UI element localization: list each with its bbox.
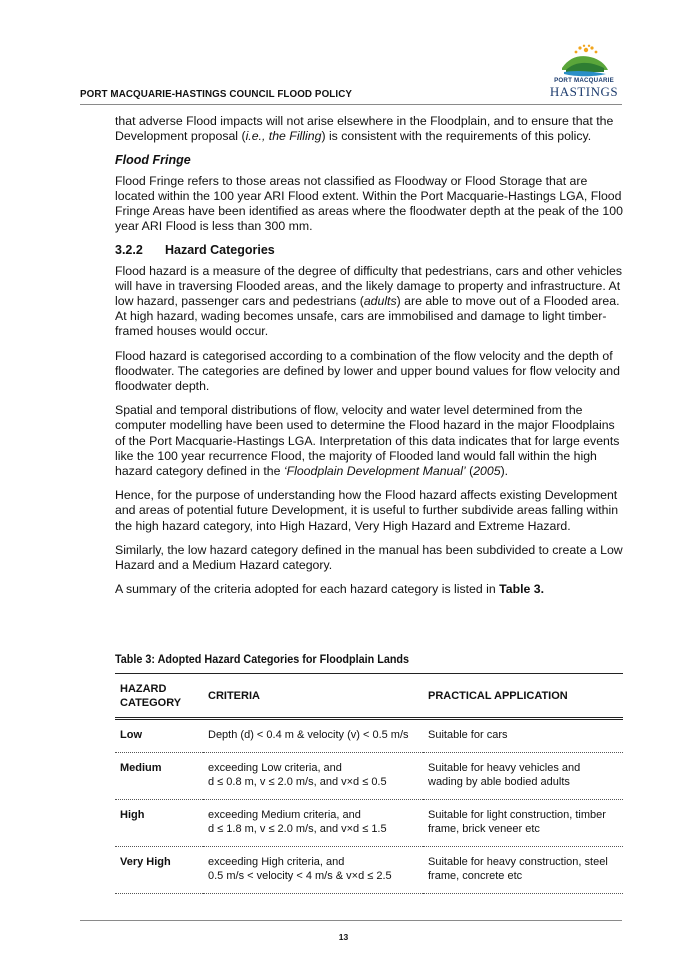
text-run: ( — [465, 464, 474, 479]
criteria-line: 0.5 m/s < velocity < 4 m/s & v×d ≤ 2.5 — [208, 870, 392, 882]
section-heading — [115, 243, 625, 258]
paragraph-flood-fringe: Flood Fringe refers to those areas not classified as Floodway or Flood Storage that are located within the 100 year ARI Flood extent. Within the Port Macquarie-Hastings LGA, Flood Fringe Areas have been identified as areas where the floodwater depth at the peak of the 100 year ARI Flood is less than 300 mm. — [115, 173, 623, 234]
section-number: 3.2.2 — [115, 243, 143, 258]
cell-criteria — [203, 719, 423, 753]
sun-landscape-icon — [548, 44, 620, 78]
criteria-line: exceeding Low criteria, and — [208, 762, 342, 774]
paragraph-hence: Hence, for the purpose of understanding how the Flood hazard affects existing Development and areas of potential future Development, it is useful to further subdivide areas falling within the high hazard category, into High Hazard, Very High Hazard and Extreme Hazard. — [115, 488, 619, 533]
criteria-line: d ≤ 0.8 m, v ≤ 2.0 m/s, and v×d ≤ 0.5 — [208, 776, 387, 788]
text-run: ) is consistent with the requirements of this policy. — [321, 129, 592, 144]
header-divider — [80, 104, 622, 105]
table-row — [115, 847, 623, 894]
cell-application: Suitable for light construction, timber frame, brick veneer etc — [423, 800, 623, 847]
text-run: Flood hazard is a measure of the degree of difficulty that pedestrians, cars and other vehicles will have in traversing Flooded areas, and the likely damage to property and infrastructure. At low hazard, passenger cars and pedestrians ( — [115, 263, 622, 309]
column-header-application: PRACTICAL APPLICATION — [428, 690, 568, 702]
text-run: that adverse Flood impacts will not arise elsewhere in the Floodplain, and to ensure that the Development proposal ( — [115, 114, 614, 144]
criteria-line: Depth (d) < 0.4 m & velocity (v) < 0.5 m/s — [208, 729, 409, 741]
document-title: PORT MACQUARIE-HASTINGS COUNCIL FLOOD POLICY — [80, 89, 353, 100]
paragraph-adverse-impacts — [115, 114, 625, 144]
hazard-categories-table — [115, 673, 623, 894]
footer-divider — [80, 920, 622, 921]
logo-text-hastings: HASTINGS — [549, 84, 619, 99]
council-logo — [548, 44, 620, 100]
text-run-italic: 2005 — [473, 464, 501, 479]
cell-category: High — [115, 800, 203, 847]
table-row — [115, 753, 623, 800]
heading-flood-fringe: Flood Fringe — [115, 153, 191, 168]
column-header-category: HAZARD CATEGORY — [120, 683, 182, 709]
paragraph-similarly: Similarly, the low hazard category defined in the manual has been subdivided to create a Low Hazard and a Medium Hazard category. — [115, 542, 623, 573]
document-body — [115, 114, 625, 606]
column-header-criteria: CRITERIA — [208, 690, 260, 702]
criteria-line: exceeding Medium criteria, and — [208, 809, 361, 821]
text-run-italic: ‘Floodplain Development Manual’ — [283, 464, 466, 479]
logo-text-port-macquarie: PORT MACQUARIE — [554, 77, 614, 84]
text-run: ) are able to move out of a Flooded area. At high hazard, wading becomes unsafe, cars are immobilised and damage to light timber-framed houses would occur. — [115, 294, 620, 339]
table-header-row — [115, 674, 623, 719]
paragraph-flood-hazard — [115, 264, 625, 340]
text-run: ). — [500, 464, 509, 479]
cell-criteria — [203, 847, 423, 894]
text-run: Spatial and temporal distributions of flow, velocity and water level determined from the computer modelling have been used to determine the Flood hazard in the major Floodplains of the Port Macquarie-Hastings LGA. Interpretation of this data indicates that for large events like the 100 year recurrence Flood, the majority of Flooded land would fall within the high hazard category defined in the — [115, 403, 620, 479]
paragraph-spatial — [115, 403, 625, 479]
paragraph-categorised: Flood hazard is categorised according to a combination of the flow velocity and the depth of floodwater. The categories are defined by lower and upper bound values for flow velocity and floodwater depth. — [115, 348, 620, 394]
table-reference: Table 3. — [499, 582, 545, 597]
table-row — [115, 719, 623, 753]
text-run: A summary of the criteria adopted for each hazard category is listed in — [115, 582, 500, 597]
criteria-line: d ≤ 1.8 m, v ≤ 2.0 m/s, and v×d ≤ 1.5 — [208, 823, 387, 835]
table-row — [115, 800, 623, 847]
cell-category: Low — [115, 719, 203, 753]
paragraph-summary — [115, 582, 625, 597]
page-number: 13 — [338, 932, 349, 942]
text-run-italic: i.e., the Filling — [245, 129, 322, 144]
cell-application: Suitable for heavy construction, steel frame, concrete etc — [423, 847, 623, 894]
cell-criteria — [203, 753, 423, 800]
table-caption: Table 3: Adopted Hazard Categories for Floodplain Lands — [115, 652, 410, 666]
text-run-italic: adults — [363, 294, 397, 309]
cell-category: Medium — [115, 753, 203, 800]
section-title: Hazard Categories — [165, 243, 275, 258]
cell-application: Suitable for heavy vehicles and wading by able bodied adults — [423, 753, 623, 800]
cell-application: Suitable for cars — [423, 719, 623, 753]
criteria-line: exceeding High criteria, and — [208, 856, 345, 868]
cell-category: Very High — [115, 847, 203, 894]
cell-criteria — [203, 800, 423, 847]
